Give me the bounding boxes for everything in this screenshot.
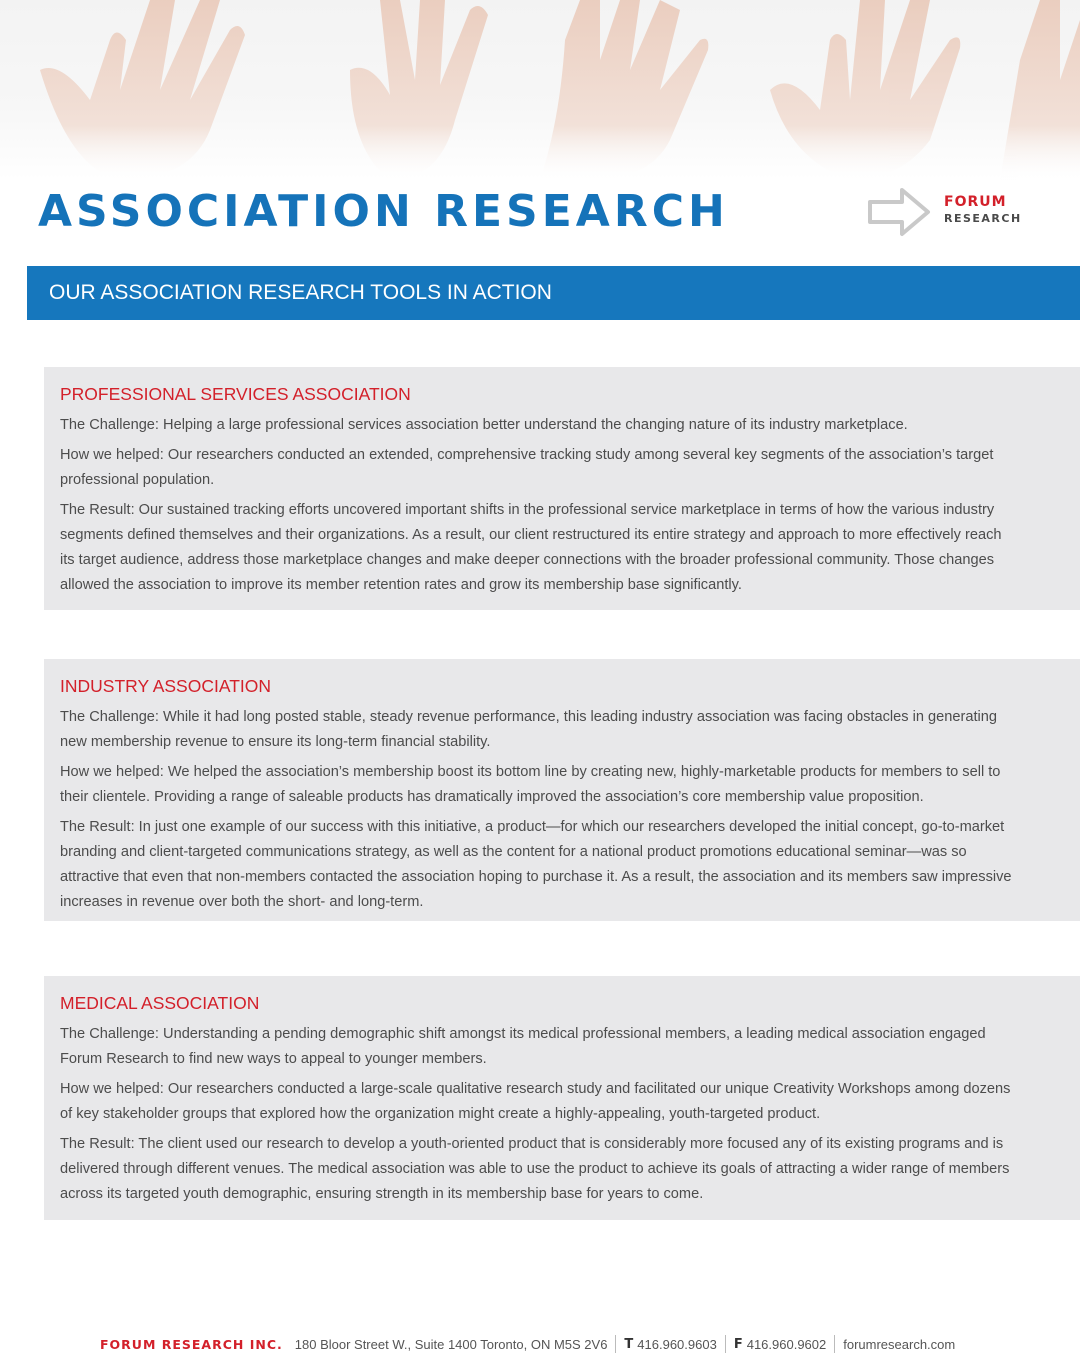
hero-image-raised-hands [0,0,1080,180]
challenge-text: The Challenge: Understanding a pending demographic shift amongst its medical professional members, a leading medical association engaged Forum Research to find new ways to appeal to younger members. [60,1026,986,1067]
footer-address: 180 Bloor Street W., Suite 1400 Toronto, ON M5S 2V6 [294,1336,608,1352]
case-study-card [44,976,1080,1220]
case-study-card [44,367,1080,610]
case-study-heading: INDUSTRY ASSOCIATION [60,676,272,696]
banner-title: OUR ASSOCIATION RESEARCH TOOLS IN ACTION [49,281,552,304]
result-text: The Result: In just one example of our success with this initiative, a product—for which our researchers developed the initial concept, go-to-market branding and client-targeted communications strategy, as well as the content for a national product promotions educational seminar—was so attractive that even that non-members contacted the association hoping to purchase it. As a result, the association and its members saw impressive increases in revenue over both the short- and long-term. [60,819,1012,910]
forum-research-logo [866,184,1056,240]
case-study-heading: PROFESSIONAL SERVICES ASSOCIATION [60,384,411,404]
footer-divider [725,1335,726,1353]
footer-fax: 416.960.9602 [746,1336,827,1352]
footer [100,1334,955,1354]
result-text: The Result: Our sustained tracking efforts uncovered important shifts in the professional service marketplace in terms of how the various industry segments defined themselves and their organizations. As a result, our client restructured its entire strategy and approach to more effectively reach its target audience, address those marketplace changes and make deeper connections with the broader professional community. Those changes allowed the association to improve its member retention rates and grow its membership base significantly. [60,502,1002,593]
footer-website-link[interactable]: forumresearch.com [843,1336,956,1352]
arrow-right-icon [866,184,936,240]
raised-hands-illustration [0,0,1080,180]
fax-label: F [733,1336,743,1352]
how-we-helped-text: How we helped: Our researchers conducted a large-scale qualitative research study and facilitated our unique Creativity Workshops among dozens of key stakeholder groups that explored how the organization might create a highly-appealing, youth-targeted product. [60,1081,1011,1122]
logo-research-text: RESEARCH [944,212,1022,225]
footer-phone: 416.960.9603 [637,1336,717,1352]
case-study-card [44,659,1080,921]
result-text: The Result: The client used our research to develop a youth-oriented product that is considerably more focused any of its existing programs and is delivered through different venues. The medical association was able to use the product to achieve its goals of attracting a wider range of members across its targeted youth demographic, ensuring strength in its membership base for years to come. [60,1136,1010,1202]
how-we-helped-text: How we helped: Our researchers conducted an extended, comprehensive tracking study among several key segments of the association’s target professional population. [60,447,994,488]
page-title: ASSOCIATION RESEARCH [38,186,729,237]
challenge-text: The Challenge: While it had long posted stable, steady revenue performance, this leading industry association was facing obstacles in generating new membership revenue to ensure its long-term financial stability. [60,709,997,750]
footer-divider [615,1335,616,1353]
section-banner [27,266,1080,320]
footer-divider [834,1335,835,1353]
phone-label: T [624,1336,634,1352]
case-study-heading: MEDICAL ASSOCIATION [60,993,260,1013]
footer-company: FORUM RESEARCH INC. [100,1336,283,1352]
how-we-helped-text: How we helped: We helped the association’s membership boost its bottom line by creating new, highly-marketable products for members to sell to their clientele. Providing a range of saleable products has dramatically improved the association’s core membership value proposition. [60,764,1001,805]
logo-forum-text: FORUM [944,194,1007,210]
challenge-text: The Challenge: Helping a large professional services association better understand the changing nature of its industry marketplace. [60,417,908,433]
